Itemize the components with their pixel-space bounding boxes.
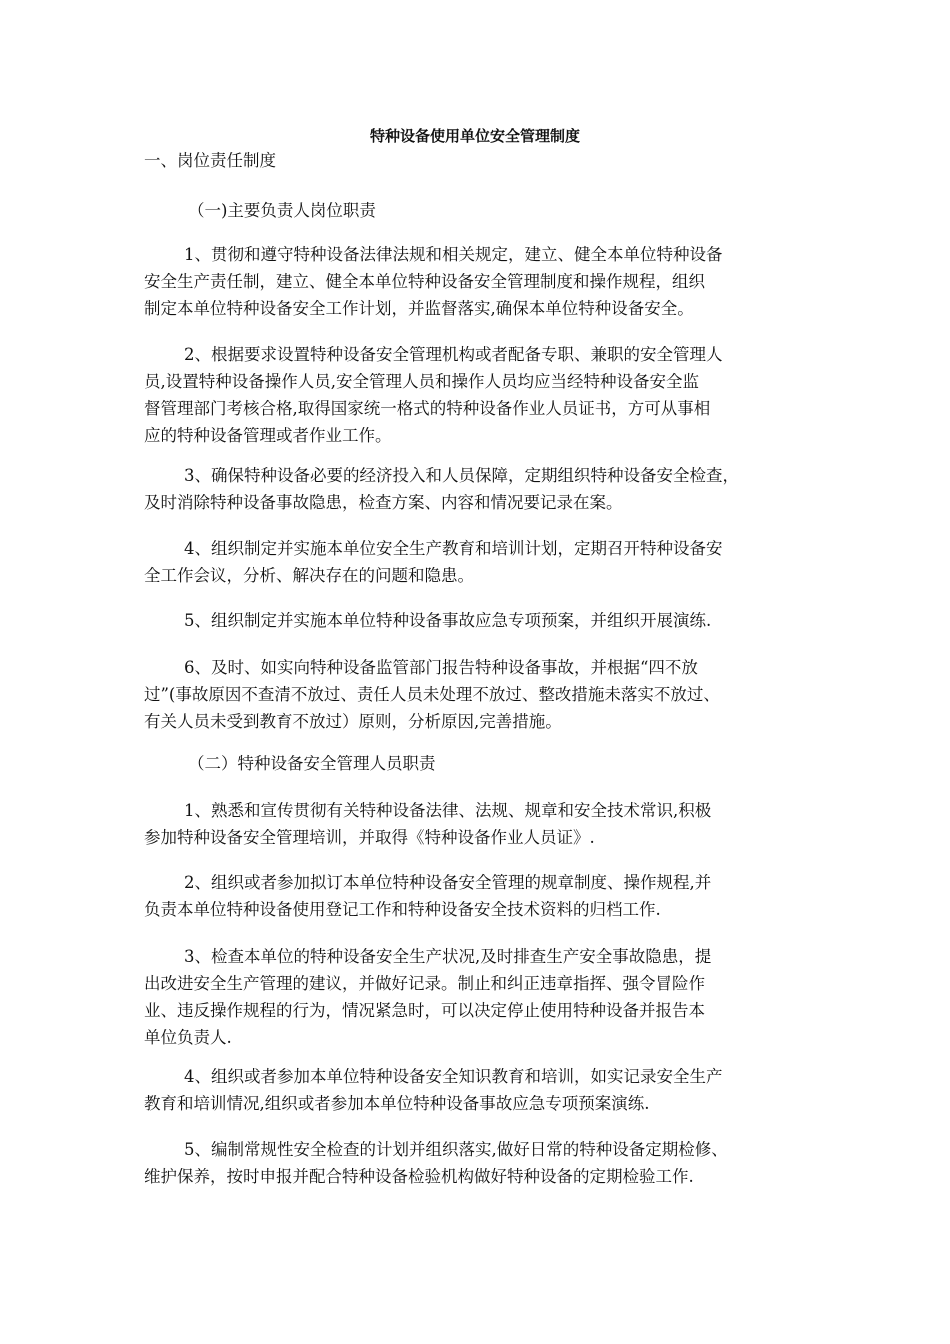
text-line: 应的特种设备管理或者作业工作。: [144, 426, 392, 445]
text-line: 6、及时、如实向特种设备监管部门报告特种设备事故，并根据“四不放: [184, 658, 698, 677]
text-line: 1、熟悉和宣传贯彻有关特种设备法律、法规、规章和安全技术常识,积极: [184, 801, 712, 820]
text-line: 教育和培训情况,组织或者参加本单位特种设备事故应急专项预案演练.: [144, 1094, 650, 1113]
subsection-heading-1: （一)主要负责人岗位职责: [188, 201, 376, 220]
text-line: 安全生产责任制，建立、健全本单位特种设备安全管理制度和操作规程，组织: [144, 272, 705, 291]
text-line: 维护保养，按时申报并配合特种设备检验机构做好特种设备的定期检验工作.: [144, 1167, 694, 1186]
text-line: 制定本单位特种设备安全工作计划，并监督落实,确保本单位特种设备安全。: [144, 299, 694, 318]
paragraph-1-4: [144, 535, 824, 589]
text-line: 员,设置特种设备操作人员,安全管理人员和操作人员均应当经特种设备安全监: [144, 372, 699, 391]
text-line: 有关人员未受到教育不放过）原则，分析原因,完善措施。: [144, 712, 562, 731]
text-line: 出改进安全生产管理的建议，并做好记录。制止和纠正违章指挥、强令冒险作: [144, 974, 705, 993]
paragraph-1-2: [144, 341, 824, 449]
paragraph-1-5: [144, 607, 824, 634]
paragraph-2-3: [144, 943, 824, 1051]
text-line: 2、组织或者参加拟订本单位特种设备安全管理的规章制度、操作规程,并: [184, 873, 712, 892]
section-heading-1: 一、岗位责任制度: [144, 151, 276, 170]
text-line: 4、组织或者参加本单位特种设备安全知识教育和培训，如实记录安全生产: [184, 1067, 723, 1086]
text-line: 业、违反操作规程的行为，情况紧急时，可以决定停止使用特种设备并报告本: [144, 1001, 705, 1020]
paragraph-2-5: [144, 1136, 824, 1190]
paragraph-2-2: [144, 869, 824, 923]
document-title: 特种设备使用单位安全管理制度: [369, 127, 580, 145]
subsection-heading-2: （二）特种设备安全管理人员职责: [188, 754, 436, 773]
text-line: 及时消除特种设备事故隐患，检查方案、内容和情况要记录在案。: [144, 493, 623, 512]
text-line: 参加特种设备安全管理培训，并取得《特种设备作业人员证》.: [144, 828, 595, 847]
text-line: 全工作会议，分析、解决存在的问题和隐患。: [144, 566, 474, 585]
paragraph-1-3: [144, 462, 824, 516]
paragraph-2-1: [144, 797, 824, 851]
text-line: 4、组织制定并实施本单位安全生产教育和培训计划，定期召开特种设备安: [184, 539, 723, 558]
text-line: 督管理部门考核合格,取得国家统一格式的特种设备作业人员证书，方可从事相: [144, 399, 711, 418]
text-line: 2、根据要求设置特种设备安全管理机构或者配备专职、兼职的安全管理人: [184, 345, 723, 364]
text-line: 5、编制常规性安全检查的计划并组织落实,做好日常的特种设备定期检修、: [184, 1140, 728, 1159]
text-line: 3、检查本单位的特种设备安全生产状况,及时排查生产安全事故隐患，提: [184, 947, 712, 966]
paragraph-1-1: [144, 241, 824, 322]
text-line: 过”(事故原因不查清不放过、责任人员未处理不放过、整改措施未落实不放过、: [144, 685, 720, 704]
text-line: 1、贯彻和遵守特种设备法律法规和相关规定，建立、健全本单位特种设备: [184, 245, 723, 264]
text-line: 3、确保特种设备必要的经济投入和人员保障，定期组织特种设备安全检查，: [184, 466, 739, 485]
text-line: 单位负责人.: [144, 1028, 232, 1047]
text-line: 5、组织制定并实施本单位特种设备事故应急专项预案，并组织开展演练.: [184, 611, 712, 630]
paragraph-1-6: [144, 654, 824, 735]
text-line: 负责本单位特种设备使用登记工作和特种设备安全技术资料的归档工作.: [144, 900, 661, 919]
paragraph-2-4: [144, 1063, 824, 1117]
